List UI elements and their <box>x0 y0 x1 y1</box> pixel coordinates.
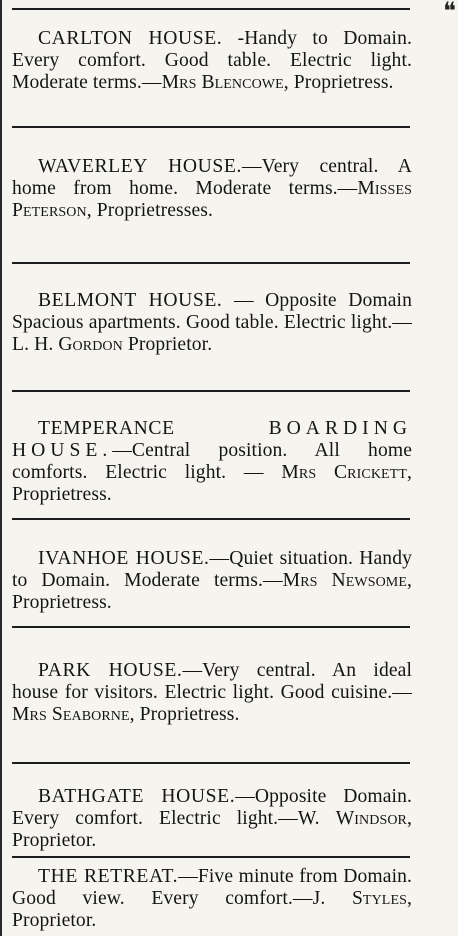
ad-carlton-text <box>12 28 412 94</box>
ad-temperance-text <box>12 418 412 506</box>
ad-proprietor-name: Windsor <box>335 808 407 829</box>
ad-heading: WAVERLEY HOUSE. <box>38 156 242 177</box>
divider-rule <box>12 390 410 392</box>
ad-belmont-house <box>12 290 412 356</box>
ad-park-house <box>12 660 412 726</box>
ad-heading: IVANHOE HOUSE. <box>38 548 210 569</box>
ad-tail: , Proprietress. <box>129 704 240 725</box>
divider-rule <box>12 762 410 764</box>
ad-tail: , Proprietress. <box>12 462 412 505</box>
ad-proprietor-name: Mrs Crickett <box>281 462 407 483</box>
ad-tail: , Proprietor. <box>12 808 412 851</box>
ad-heading: PARK HOUSE. <box>38 660 183 681</box>
ad-tail: , Proprietresses. <box>86 200 214 221</box>
ad-park-text <box>12 660 412 726</box>
ad-temperance-boarding-house <box>12 418 412 506</box>
divider-rule <box>12 518 410 520</box>
divider-rule <box>12 126 410 128</box>
ad-body: —Central position. All home comforts. Electric light. — <box>12 440 412 483</box>
ad-proprietor-name: Styles <box>351 888 407 909</box>
ad-body: —Very central. An ideal house for visitors. Electric light. Good cuisine.— <box>12 660 412 703</box>
ad-tail: , Proprietress. <box>12 570 412 613</box>
ad-heading: CARLTON HOUSE. <box>38 28 223 49</box>
ad-ivanhoe-house <box>12 548 412 614</box>
ad-body: —Five minute from Domain. Good view. Every comfort.—J. <box>12 866 413 909</box>
ad-proprietor-name: Mrs Newsome <box>282 570 407 591</box>
divider-rule <box>12 262 410 264</box>
ad-proprietor-name: Mrs Seaborne <box>12 704 130 725</box>
divider-rule <box>12 626 410 628</box>
ad-body: —Very central. A home from home. Moderate terms.— <box>12 156 412 199</box>
ad-heading: THE RETREAT. <box>38 866 179 887</box>
ad-body: —Opposite Domain. Every comfort. Electric light.—W. <box>12 786 412 829</box>
top-rule <box>12 8 410 10</box>
ad-body: —Quiet situation. Handy to Domain. Moderate terms.— <box>12 548 412 591</box>
ad-heading-b: BOARDING HOUSE. <box>12 418 412 461</box>
ad-belmont-text <box>12 290 412 356</box>
ad-proprietor-name: Mrs Blencowe <box>161 72 284 93</box>
ad-bathgate-house <box>12 786 412 852</box>
ad-the-retreat <box>12 866 412 932</box>
ad-heading: BATHGATE HOUSE. <box>38 786 236 807</box>
ad-waverley-text <box>12 156 412 222</box>
ad-body: — Opposite Domain Spacious apartments. Good table. Electric light.—L. H. <box>12 290 412 355</box>
ad-retreat-text <box>12 866 412 932</box>
ad-heading: TEMPERANCE <box>38 418 175 439</box>
ad-proprietor-name: Misses Peterson <box>12 178 412 221</box>
divider-rule <box>12 856 410 858</box>
ad-bathgate-text <box>12 786 412 852</box>
ad-heading: BELMONT HOUSE. <box>38 290 223 311</box>
ad-body: -Handy to Domain. Every comfort. Good table. Electric light. Moderate terms.— <box>12 28 412 93</box>
ad-carlton-house <box>12 28 412 94</box>
ad-ivanhoe-text <box>12 548 412 614</box>
ad-proprietor-name: Gordon <box>58 334 123 355</box>
ad-tail: , Proprietor. <box>12 888 412 931</box>
ad-waverley-house <box>12 156 412 222</box>
ad-tail: Proprietor. <box>122 334 213 355</box>
torn-corner-icon: ❝ <box>443 0 456 25</box>
ad-tail: , Proprietress. <box>283 72 394 93</box>
